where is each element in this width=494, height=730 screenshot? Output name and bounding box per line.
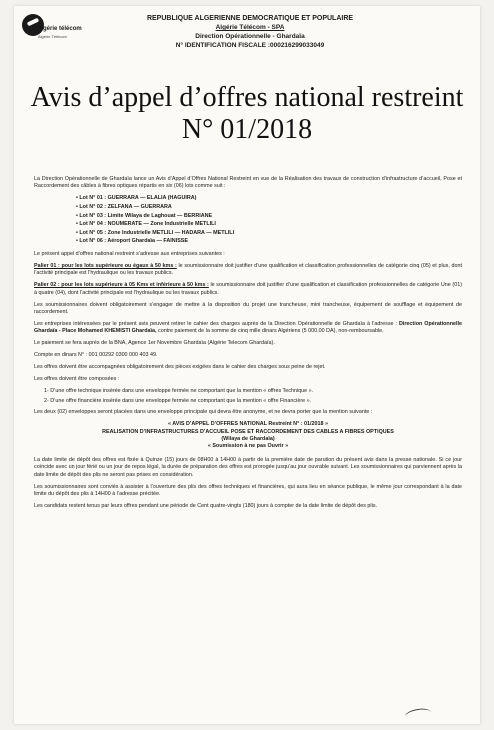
compose-list (44, 388, 462, 405)
paiement-paragraph: Le paiement se fera auprès de la BNA, Agence 1er Novembre Ghardaïa (Algérie Telecom Ghardaïa). (34, 340, 275, 347)
engagement-paragraph: Les soumissionnaires doivent obligatoirement s’engager de mettre à la disposition du projet une trancheuse, mini trancheuse, équipement de soufflage et équipement de raccordement. (34, 301, 462, 315)
lot-item: • Lot N° 03 : Limite Wilaya de Laghouat — BERRIANE (76, 213, 462, 220)
lot-item: • Lot N° 02 : ZELFANA — GUERRARA (76, 204, 462, 211)
lot-item: • Lot N° 04 : NOUMERATE — Zone Industrielle METLILI (76, 221, 462, 228)
company-line: Algérie Télécom - SPA (215, 24, 285, 31)
notice-title: Avis d’appel d’offres national restreint N° 01/2018 (30, 82, 464, 145)
restricted-paragraph: Le présent appel d’offres national restreint s’adresse aux entreprises suivantes : (34, 250, 225, 257)
compose-item: 2- D’une offre financière insérée dans une enveloppe fermée ne comportant que la mention « offre Financière ». (44, 397, 312, 404)
palier-1-text: le soumissionnaire doit justifier d’une qualification et classification professionnelles de catégorie cinq (05) et plus, dont l’activité principale est l’hydraulique ou les travaux publics. (34, 262, 462, 277)
fiscal-id-line: N° IDENTIFICATION FISCALE :000216299033049 (175, 42, 325, 49)
logo-name: algérie télécom (38, 26, 82, 32)
date-limite-paragraph: La date limite de dépôt des offres est fixée à Quinze (15) jours de 08H00 à 14H00 à partir de la première date de parution du présent avis dans la presse nationale. Si ce jour coïncide avec un jour férié ou un jour de repos légal, la durée de préparation des offres est prorogée jusqu’au jour ouvrable suivant. Les soumissionnaires qui parviennent après la date limite de dépôt des plis ne seront pas prises en considération. (34, 456, 462, 478)
logo-icon (22, 14, 44, 36)
lot-item: • Lot N° 05 : Zone Industrielle METLILI — HADARA — METLILI (76, 230, 462, 237)
palier-2-text: le soumissionnaire doit justifier d’une qualification et classification professionnelles de catégorie Une (01) à quatre (04), dont l’activité principale est l’hydraulique ou les travaux publics. (34, 282, 462, 296)
lots-list (76, 195, 462, 245)
direction-line: Direction Opérationnelle - Ghardaïa (195, 33, 305, 40)
compose-item: 1- D’une offre technique insérée dans une enveloppe fermée ne comportant que la mention « offres Technique ». (44, 388, 314, 395)
retrait-before: Les entreprises intéressées par le présent avis peuvent retirer le cahier des charges auprès de la Direction Opérationnelle de Ghardaïa à l’adresse : (34, 321, 399, 327)
mention-line-2: REALISATION D’INFRASTRUCTURES D’ACCUEIL POSE ET RACCORDEMENT DES CABLES A FIBRES OPTIQUES (102, 428, 394, 435)
compte-paragraph: Compte en dinars N° : 001 00292 0300 000 403 49. (34, 352, 158, 359)
notice-body (34, 176, 462, 515)
palier-2-paragraph (34, 282, 462, 297)
mention-line-1: « AVIS D’APPEL D’OFFRES NATIONAL Restreint N° : 01/2018 » (167, 421, 329, 428)
pieces-paragraph: Les offres doivent être accompagnées obligatoirement des pièces exigées dans le cahier des charges sous peine de rejet. (34, 364, 326, 371)
lot-item: • Lot N° 01 : GUERRARA — ELALIA (HAGUIRA) (76, 195, 462, 202)
enveloppes-paragraph: Les deux (02) enveloppes seront placées dans une enveloppe principale qui devra être anonyme, et ne devra porter que la mention suivante : (34, 409, 373, 416)
intro-paragraph: La Direction Opérationnelle de Ghardaïa lance un Avis d’Appel d’Offres National Restreint en vue de la Réalisation des travaux de construction d’infrastructure d’accueil, Pose et Raccordement des câbles à fibres optiques répartis en six (06) lots comme suit : (34, 176, 462, 190)
retrait-after: contre paiement de la somme de cinq mille dinars Algériens (5 000.00 DA), non-remboursable. (156, 328, 384, 335)
mention-line-3: (Wilaya de Ghardaïa) (221, 436, 275, 443)
composees-paragraph: Les offres doivent être composées : (34, 376, 120, 383)
envelope-mention (34, 421, 462, 451)
palier-1-paragraph (34, 263, 462, 278)
letterhead (100, 14, 400, 50)
retrait-address: Direction Opérationnelle Ghardaïa - Place Mohamed KHEMISTI Ghardaïa, (34, 321, 462, 335)
retrait-paragraph (34, 321, 462, 336)
lot-item: • Lot N° 06 : Aéroport Ghardaïa — FAINISSE (76, 238, 462, 245)
logo-tagline: Algérie Télécom (38, 34, 67, 39)
republic-line: REPUBLIQUE ALGERIENNE DEMOCRATIQUE ET POPULAIRE (146, 15, 354, 22)
palier-2-label: Palier 02 : pour les lots supérieure à 05 Kms et inférieure à 50 kms : (34, 282, 209, 289)
mention-line-4: « Soumission à ne pas Ouvrir » (207, 443, 289, 450)
validite-paragraph: Les candidats restent tenus par leurs offres pendant une période de Cent quatre-vingts (180) jours à compter de la date limite de dépôt des plis. (34, 503, 378, 510)
palier-1-label: Palier 01 : pour les lots supérieure ou égaux à 50 kms : (34, 262, 177, 269)
company-logo (22, 14, 102, 54)
ouverture-paragraph: Les soumissionnaires sont conviés à assister à l’ouverture des plis des offres techniques et financières, qui aura lieu en séance publique, le même jour correspondant à la date limite du dépôt des plis à 14H00 à l’adresse précitée. (34, 483, 462, 498)
